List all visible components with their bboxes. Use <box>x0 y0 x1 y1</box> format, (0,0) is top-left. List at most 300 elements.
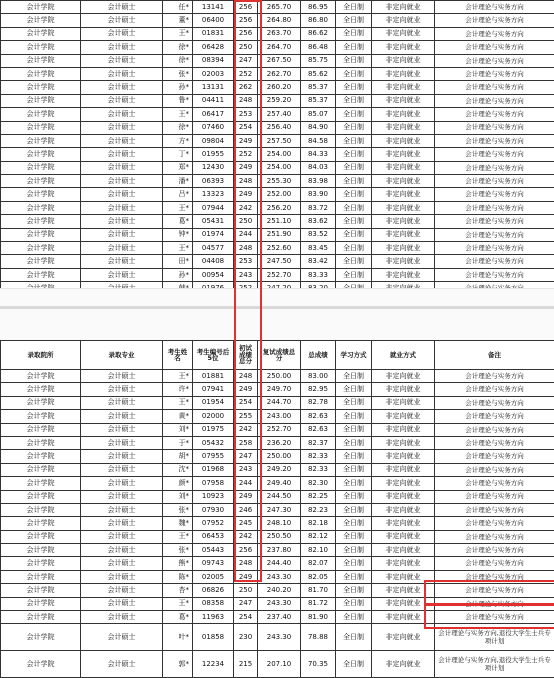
page-break <box>0 288 554 341</box>
cell-total-score: 86.80 <box>301 14 336 27</box>
cell-total-score: 83.72 <box>301 201 336 214</box>
table-row <box>1 228 554 241</box>
cell-initial-score: 252 <box>234 148 258 161</box>
header-name: 考生姓名 <box>163 341 193 370</box>
table-row <box>1 1 554 14</box>
table-row <box>1 557 554 570</box>
cell-name: 郑* <box>163 161 193 174</box>
cell-name: 张* <box>163 503 193 516</box>
cell-remarks: 会计理论与实务方向 <box>435 517 554 530</box>
cell-initial-score: 255 <box>234 410 258 423</box>
cell-institute: 会计学院 <box>1 503 81 516</box>
cell-name: 王* <box>163 530 193 543</box>
cell-initial-score: 244 <box>234 477 258 490</box>
cell-name: 方* <box>163 134 193 147</box>
cell-study-mode: 全日制 <box>336 503 372 516</box>
cell-major: 会计硕士 <box>81 570 163 583</box>
cell-remarks: 会计理论与实务方向 <box>435 41 554 54</box>
admission-table-bottom <box>0 340 554 678</box>
cell-employment: 非定向就业 <box>372 436 435 449</box>
cell-name: 胡* <box>163 450 193 463</box>
cell-total-score: 82.18 <box>301 517 336 530</box>
table-row <box>1 81 554 94</box>
cell-retest-score: 243.00 <box>258 410 301 423</box>
cell-employment: 非定向就业 <box>372 121 435 134</box>
cell-major: 会计硕士 <box>81 624 163 651</box>
cell-candidate-id: 09743 <box>193 557 234 570</box>
table-row <box>1 188 554 201</box>
cell-study-mode: 全日制 <box>336 544 372 557</box>
cell-employment: 非定向就业 <box>372 490 435 503</box>
cell-remarks: 会计理论与实务方向 <box>435 477 554 490</box>
cell-retest-score: 243.30 <box>258 597 301 610</box>
cell-candidate-id: 07958 <box>193 477 234 490</box>
table-row <box>1 517 554 530</box>
cell-retest-score: 248.10 <box>258 517 301 530</box>
cell-name: 王* <box>163 242 193 255</box>
cell-remarks: 会计理论与实务方向 <box>435 396 554 409</box>
cell-employment: 非定向就业 <box>372 94 435 107</box>
cell-retest-score: 250.00 <box>258 370 301 383</box>
cell-major: 会计硕士 <box>81 27 163 40</box>
cell-major: 会计硕士 <box>81 584 163 597</box>
cell-study-mode: 全日制 <box>336 396 372 409</box>
cell-major: 会计硕士 <box>81 436 163 449</box>
cell-total-score: 84.33 <box>301 148 336 161</box>
cell-employment: 非定向就业 <box>372 624 435 651</box>
cell-institute: 会计学院 <box>1 108 81 121</box>
cell-institute: 会计学院 <box>1 611 81 624</box>
cell-retest-score: 263.70 <box>258 27 301 40</box>
cell-remarks: 会计理论与实务方向 <box>435 436 554 449</box>
table-row <box>1 584 554 597</box>
cell-candidate-id: 10923 <box>193 490 234 503</box>
cell-total-score: 81.70 <box>301 584 336 597</box>
cell-total-score: 83.42 <box>301 255 336 268</box>
cell-employment: 非定向就业 <box>372 463 435 476</box>
cell-candidate-id: 06826 <box>193 584 234 597</box>
cell-retest-score: 244.40 <box>258 557 301 570</box>
cell-initial-score: 247 <box>234 597 258 610</box>
cell-institute: 会计学院 <box>1 175 81 188</box>
table-row <box>1 268 554 281</box>
cell-major: 会计硕士 <box>81 611 163 624</box>
cell-name: 叶* <box>163 624 193 651</box>
cell-total-score: 83.52 <box>301 228 336 241</box>
cell-major: 会计硕士 <box>81 81 163 94</box>
cell-initial-score: 248 <box>234 370 258 383</box>
cell-major: 会计硕士 <box>81 370 163 383</box>
cell-study-mode: 全日制 <box>336 597 372 610</box>
cell-total-score: 82.63 <box>301 423 336 436</box>
cell-name: 刘* <box>163 490 193 503</box>
cell-initial-score: 249 <box>234 134 258 147</box>
cell-candidate-id: 11963 <box>193 611 234 624</box>
cell-candidate-id: 06400 <box>193 14 234 27</box>
cell-institute: 会计学院 <box>1 530 81 543</box>
cell-total-score: 82.10 <box>301 544 336 557</box>
cell-study-mode: 全日制 <box>336 611 372 624</box>
cell-total-score: 83.00 <box>301 370 336 383</box>
cell-remarks: 会计理论与实务方向 <box>435 268 554 281</box>
cell-name: 颜* <box>163 477 193 490</box>
cell-name: 任* <box>163 1 193 14</box>
cell-candidate-id: 01831 <box>193 27 234 40</box>
cell-major: 会计硕士 <box>81 597 163 610</box>
cell-major: 会计硕士 <box>81 490 163 503</box>
cell-retest-score: 264.80 <box>258 14 301 27</box>
cell-institute: 会计学院 <box>1 410 81 423</box>
table-row <box>1 624 554 651</box>
cell-initial-score: 250 <box>234 215 258 228</box>
cell-major: 会计硕士 <box>81 228 163 241</box>
table-row <box>1 108 554 121</box>
cell-name: 田* <box>163 255 193 268</box>
cell-candidate-id: 08358 <box>193 597 234 610</box>
cell-remarks: 会计理论与实务方向 <box>435 215 554 228</box>
cell-candidate-id: 04577 <box>193 242 234 255</box>
cell-retest-score: 240.20 <box>258 584 301 597</box>
cell-retest-score: 250.50 <box>258 530 301 543</box>
cell-candidate-id: 07460 <box>193 121 234 134</box>
table-row <box>1 530 554 543</box>
table-row <box>1 255 554 268</box>
cell-initial-score: 248 <box>234 175 258 188</box>
cell-institute: 会计学院 <box>1 67 81 80</box>
cell-major: 会计硕士 <box>81 215 163 228</box>
cell-retest-score: 264.70 <box>258 41 301 54</box>
cell-major: 会计硕士 <box>81 161 163 174</box>
cell-initial-score: 256 <box>234 14 258 27</box>
cell-initial-score: 253 <box>234 255 258 268</box>
cell-initial-score: 250 <box>234 584 258 597</box>
cell-candidate-id: 01974 <box>193 228 234 241</box>
cell-study-mode: 全日制 <box>336 651 372 678</box>
cell-study-mode: 全日制 <box>336 624 372 651</box>
cell-retest-score: 259.20 <box>258 94 301 107</box>
cell-initial-score: 247 <box>234 450 258 463</box>
cell-candidate-id: 01881 <box>193 370 234 383</box>
table-row <box>1 41 554 54</box>
cell-total-score: 84.90 <box>301 121 336 134</box>
cell-total-score: 84.58 <box>301 134 336 147</box>
cell-major: 会计硕士 <box>81 651 163 678</box>
cell-employment: 非定向就业 <box>372 201 435 214</box>
cell-candidate-id: 01954 <box>193 396 234 409</box>
cell-name: 刘* <box>163 423 193 436</box>
cell-name: 黄* <box>163 410 193 423</box>
cell-initial-score: 256 <box>234 27 258 40</box>
cell-initial-score: 250 <box>234 41 258 54</box>
cell-remarks: 会计理论与实务方向 <box>435 228 554 241</box>
cell-total-score: 82.95 <box>301 383 336 396</box>
table-row <box>1 396 554 409</box>
cell-major: 会计硕士 <box>81 14 163 27</box>
cell-retest-score: 267.50 <box>258 54 301 67</box>
cell-remarks: 会计理论与实务方向 <box>435 201 554 214</box>
cell-employment: 非定向就业 <box>372 242 435 255</box>
cell-study-mode: 全日制 <box>336 41 372 54</box>
cell-remarks: 会计理论与实务方向 <box>435 148 554 161</box>
cell-total-score: 82.23 <box>301 503 336 516</box>
cell-remarks: 会计理论与实务方向 <box>435 188 554 201</box>
cell-candidate-id: 07944 <box>193 201 234 214</box>
table-row <box>1 544 554 557</box>
cell-study-mode: 全日制 <box>336 530 372 543</box>
cell-initial-score: 242 <box>234 530 258 543</box>
cell-institute: 会计学院 <box>1 188 81 201</box>
cell-institute: 会计学院 <box>1 201 81 214</box>
cell-institute: 会计学院 <box>1 490 81 503</box>
table-row <box>1 175 554 188</box>
table-row <box>1 611 554 624</box>
cell-major: 会计硕士 <box>81 557 163 570</box>
cell-total-score: 85.37 <box>301 94 336 107</box>
cell-major: 会计硕士 <box>81 242 163 255</box>
cell-major: 会计硕士 <box>81 108 163 121</box>
table-row <box>1 134 554 147</box>
table-row <box>1 215 554 228</box>
cell-initial-score: 243 <box>234 463 258 476</box>
cell-candidate-id: 01955 <box>193 148 234 161</box>
cell-study-mode: 全日制 <box>336 370 372 383</box>
cell-total-score: 83.98 <box>301 175 336 188</box>
cell-employment: 非定向就业 <box>372 570 435 583</box>
cell-candidate-id: 12430 <box>193 161 234 174</box>
cell-retest-score: 262.70 <box>258 67 301 80</box>
cell-total-score: 84.03 <box>301 161 336 174</box>
cell-employment: 非定向就业 <box>372 651 435 678</box>
cell-name: 王* <box>163 396 193 409</box>
header-major: 录取专业 <box>81 341 163 370</box>
cell-total-score: 82.33 <box>301 450 336 463</box>
cell-remarks: 会计理论与实务方向 <box>435 27 554 40</box>
cell-employment: 非定向就业 <box>372 396 435 409</box>
cell-major: 会计硕士 <box>81 503 163 516</box>
cell-total-score: 82.63 <box>301 410 336 423</box>
cell-major: 会计硕士 <box>81 67 163 80</box>
cell-candidate-id: 06453 <box>193 530 234 543</box>
cell-name: 王* <box>163 597 193 610</box>
cell-employment: 非定向就业 <box>372 410 435 423</box>
cell-retest-score: 249.40 <box>258 477 301 490</box>
cell-employment: 非定向就业 <box>372 530 435 543</box>
cell-major: 会计硕士 <box>81 517 163 530</box>
table-row <box>1 410 554 423</box>
cell-name: 吕* <box>163 188 193 201</box>
table-row <box>1 370 554 383</box>
cell-retest-score: 252.70 <box>258 423 301 436</box>
cell-institute: 会计学院 <box>1 584 81 597</box>
cell-name: 孙* <box>163 268 193 281</box>
cell-total-score: 70.35 <box>301 651 336 678</box>
cell-remarks: 会计理论与实务方向 <box>435 370 554 383</box>
cell-study-mode: 全日制 <box>336 228 372 241</box>
cell-study-mode: 全日制 <box>336 27 372 40</box>
table-row <box>1 201 554 214</box>
cell-major: 会计硕士 <box>81 255 163 268</box>
cell-institute: 会计学院 <box>1 81 81 94</box>
table-row <box>1 503 554 516</box>
cell-major: 会计硕士 <box>81 121 163 134</box>
cell-study-mode: 全日制 <box>336 215 372 228</box>
cell-initial-score: 249 <box>234 383 258 396</box>
cell-institute: 会计学院 <box>1 41 81 54</box>
cell-initial-score: 256 <box>234 544 258 557</box>
cell-initial-score: 249 <box>234 188 258 201</box>
cell-employment: 非定向就业 <box>372 477 435 490</box>
table-row <box>1 242 554 255</box>
cell-employment: 非定向就业 <box>372 148 435 161</box>
cell-retest-score: 236.20 <box>258 436 301 449</box>
cell-name: 张* <box>163 67 193 80</box>
cell-name: 鲁* <box>163 94 193 107</box>
cell-employment: 非定向就业 <box>372 14 435 27</box>
cell-initial-score: 242 <box>234 201 258 214</box>
cell-total-score: 86.48 <box>301 41 336 54</box>
cell-total-score: 83.90 <box>301 188 336 201</box>
cell-employment: 非定向就业 <box>372 255 435 268</box>
cell-study-mode: 全日制 <box>336 134 372 147</box>
cell-total-score: 81.72 <box>301 597 336 610</box>
cell-major: 会计硕士 <box>81 410 163 423</box>
cell-initial-score: 247 <box>234 54 258 67</box>
cell-initial-score: 245 <box>234 517 258 530</box>
cell-major: 会计硕士 <box>81 1 163 14</box>
cell-employment: 非定向就业 <box>372 268 435 281</box>
cell-employment: 非定向就业 <box>372 27 435 40</box>
cell-candidate-id: 07955 <box>193 450 234 463</box>
cell-name: 徐* <box>163 41 193 54</box>
cell-remarks: 会计理论与实务方向 <box>435 450 554 463</box>
cell-name: 王* <box>163 201 193 214</box>
cell-employment: 非定向就业 <box>372 597 435 610</box>
cell-major: 会计硕士 <box>81 148 163 161</box>
cell-total-score: 82.25 <box>301 490 336 503</box>
table-row <box>1 161 554 174</box>
table-row <box>1 477 554 490</box>
cell-study-mode: 全日制 <box>336 436 372 449</box>
cell-remarks: 会计理论与实务方向,退役大学生士兵专项计划 <box>435 651 554 678</box>
cell-institute: 会计学院 <box>1 477 81 490</box>
cell-study-mode: 全日制 <box>336 450 372 463</box>
cell-remarks: 会计理论与实务方向 <box>435 242 554 255</box>
cell-remarks: 会计理论与实务方向 <box>435 503 554 516</box>
cell-initial-score: 249 <box>234 490 258 503</box>
cell-candidate-id: 06428 <box>193 41 234 54</box>
cell-name: 张* <box>163 544 193 557</box>
cell-remarks: 会计理论与实务方向 <box>435 54 554 67</box>
cell-total-score: 85.75 <box>301 54 336 67</box>
cell-remarks: 会计理论与实务方向 <box>435 410 554 423</box>
cell-retest-score: 257.40 <box>258 108 301 121</box>
cell-study-mode: 全日制 <box>336 1 372 14</box>
cell-name: 葛* <box>163 215 193 228</box>
cell-candidate-id: 04411 <box>193 94 234 107</box>
cell-institute: 会计学院 <box>1 570 81 583</box>
cell-retest-score: 254.00 <box>258 161 301 174</box>
cell-study-mode: 全日制 <box>336 423 372 436</box>
table-row <box>1 121 554 134</box>
cell-institute: 会计学院 <box>1 517 81 530</box>
cell-name: 王* <box>163 370 193 383</box>
cell-candidate-id: 04408 <box>193 255 234 268</box>
cell-retest-score: 249.70 <box>258 383 301 396</box>
cell-candidate-id: 09804 <box>193 134 234 147</box>
cell-candidate-id: 13323 <box>193 188 234 201</box>
cell-remarks: 会计理论与实务方向 <box>435 14 554 27</box>
cell-initial-score: 249 <box>234 161 258 174</box>
cell-study-mode: 全日制 <box>336 255 372 268</box>
cell-study-mode: 全日制 <box>336 268 372 281</box>
cell-remarks: 会计理论与实务方向 <box>435 94 554 107</box>
cell-retest-score: 237.40 <box>258 611 301 624</box>
cell-total-score: 78.88 <box>301 624 336 651</box>
cell-employment: 非定向就业 <box>372 67 435 80</box>
table-row <box>1 597 554 610</box>
cell-major: 会计硕士 <box>81 423 163 436</box>
cell-major: 会计硕士 <box>81 54 163 67</box>
table-row <box>1 651 554 678</box>
cell-study-mode: 全日制 <box>336 584 372 597</box>
cell-retest-score: 255.30 <box>258 175 301 188</box>
cell-initial-score: 230 <box>234 624 258 651</box>
cell-initial-score: 215 <box>234 651 258 678</box>
cell-total-score: 82.07 <box>301 557 336 570</box>
cell-major: 会计硕士 <box>81 268 163 281</box>
cell-remarks: 会计理论与实务方向 <box>435 161 554 174</box>
cell-major: 会计硕士 <box>81 41 163 54</box>
cell-remarks: 会计理论与实务方向 <box>435 175 554 188</box>
cell-candidate-id: 07952 <box>193 517 234 530</box>
cell-total-score: 86.62 <box>301 27 336 40</box>
cell-retest-score: 243.30 <box>258 570 301 583</box>
page-divider <box>0 306 554 309</box>
cell-employment: 非定向就业 <box>372 544 435 557</box>
cell-major: 会计硕士 <box>81 175 163 188</box>
cell-name: 王* <box>163 108 193 121</box>
cell-name: 葛* <box>163 611 193 624</box>
cell-name: 丁* <box>163 148 193 161</box>
cell-total-score: 82.30 <box>301 477 336 490</box>
cell-study-mode: 全日制 <box>336 410 372 423</box>
cell-employment: 非定向就业 <box>372 81 435 94</box>
cell-remarks: 会计理论与实务方向 <box>435 530 554 543</box>
cell-candidate-id: 02005 <box>193 570 234 583</box>
table-row <box>1 27 554 40</box>
cell-employment: 非定向就业 <box>372 175 435 188</box>
cell-institute: 会计学院 <box>1 370 81 383</box>
cell-retest-score: 247.50 <box>258 255 301 268</box>
cell-institute: 会计学院 <box>1 624 81 651</box>
cell-name: 于* <box>163 436 193 449</box>
cell-employment: 非定向就业 <box>372 450 435 463</box>
cell-employment: 非定向就业 <box>372 54 435 67</box>
cell-major: 会计硕士 <box>81 450 163 463</box>
cell-institute: 会计学院 <box>1 423 81 436</box>
table-row <box>1 67 554 80</box>
cell-study-mode: 全日制 <box>336 570 372 583</box>
cell-name: 王* <box>163 27 193 40</box>
cell-study-mode: 全日制 <box>336 161 372 174</box>
cell-institute: 会计学院 <box>1 396 81 409</box>
header-study-mode: 学习方式 <box>336 341 372 370</box>
cell-remarks: 会计理论与实务方向 <box>435 597 554 610</box>
cell-institute: 会计学院 <box>1 94 81 107</box>
cell-total-score: 82.37 <box>301 436 336 449</box>
cell-initial-score: 244 <box>234 228 258 241</box>
cell-name: 徐* <box>163 121 193 134</box>
